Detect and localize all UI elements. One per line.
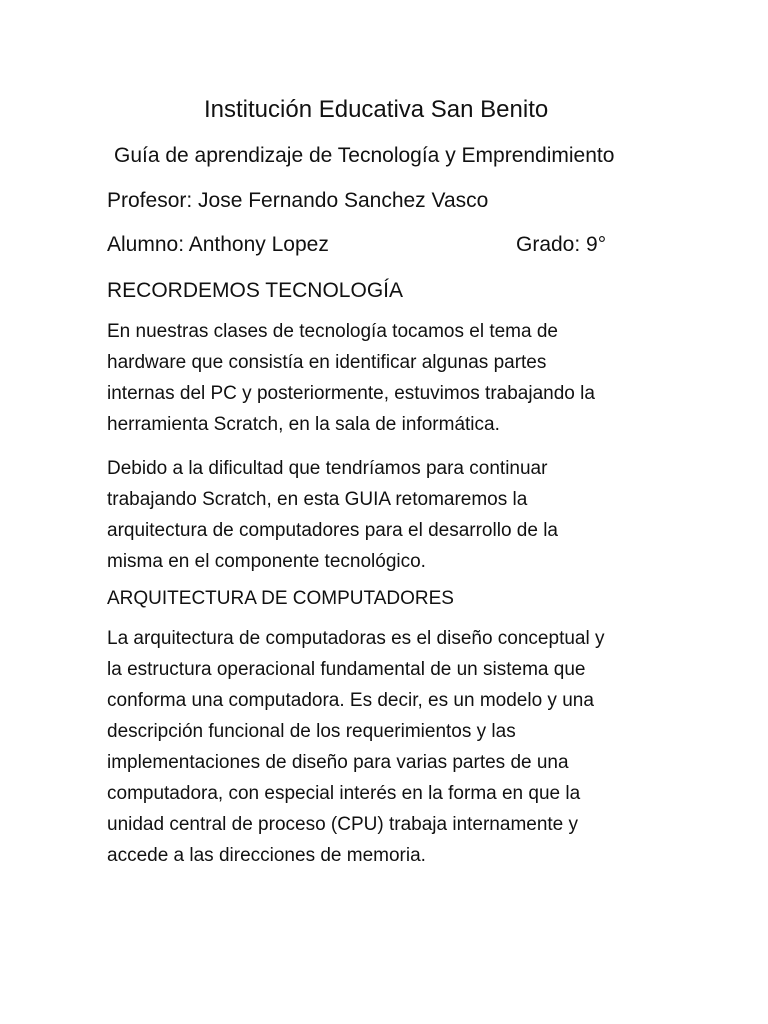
paragraph-line: unidad central de proceso (CPU) trabaja internamente y [107, 814, 579, 835]
paragraph-line: descripción funcional de los requerimientos y las [107, 721, 516, 742]
paragraph-line: La arquitectura de computadoras es el diseño conceptual y [107, 628, 605, 649]
document-title: Institución Educativa San Benito [204, 96, 549, 123]
paragraph-line: trabajando Scratch, en esta GUIA retomaremos la [107, 489, 528, 510]
section-heading-recordemos: RECORDEMOS TECNOLOGÍA [107, 279, 403, 302]
paragraph-line: la estructura operacional fundamental de un sistema que [107, 659, 586, 680]
student-name: Alumno: Anthony Lopez [107, 233, 329, 256]
paragraph-line: arquitectura de computadores para el desarrollo de la [107, 520, 558, 541]
paragraph-2 [107, 453, 667, 577]
paragraph-line: Debido a la dificultad que tendríamos para continuar [107, 458, 548, 479]
paragraph-line: En nuestras clases de tecnología tocamos el tema de [107, 321, 558, 342]
paragraph-line: misma en el componente tecnológico. [107, 551, 426, 572]
grade-label: Grado: 9° [516, 233, 607, 256]
teacher-name: Profesor: Jose Fernando Sanchez Vasco [107, 189, 489, 212]
document-subtitle: Guía de aprendizaje de Tecnología y Emprendimiento [114, 144, 615, 167]
paragraph-line: internas del PC y posteriormente, estuvimos trabajando la [107, 383, 595, 404]
paragraph-1 [107, 316, 667, 440]
paragraph-line: computadora, con especial interés en la forma en que la [107, 783, 581, 804]
paragraph-3 [107, 623, 667, 871]
paragraph-line: implementaciones de diseño para varias partes de una [107, 752, 569, 773]
paragraph-line: herramienta Scratch, en la sala de informática. [107, 414, 500, 435]
paragraph-line: hardware que consistía en identificar algunas partes [107, 352, 547, 373]
paragraph-line: conforma una computadora. Es decir, es un modelo y una [107, 690, 594, 711]
paragraph-line: accede a las direcciones de memoria. [107, 845, 426, 866]
section-heading-arquitectura: ARQUITECTURA DE COMPUTADORES [107, 588, 454, 609]
